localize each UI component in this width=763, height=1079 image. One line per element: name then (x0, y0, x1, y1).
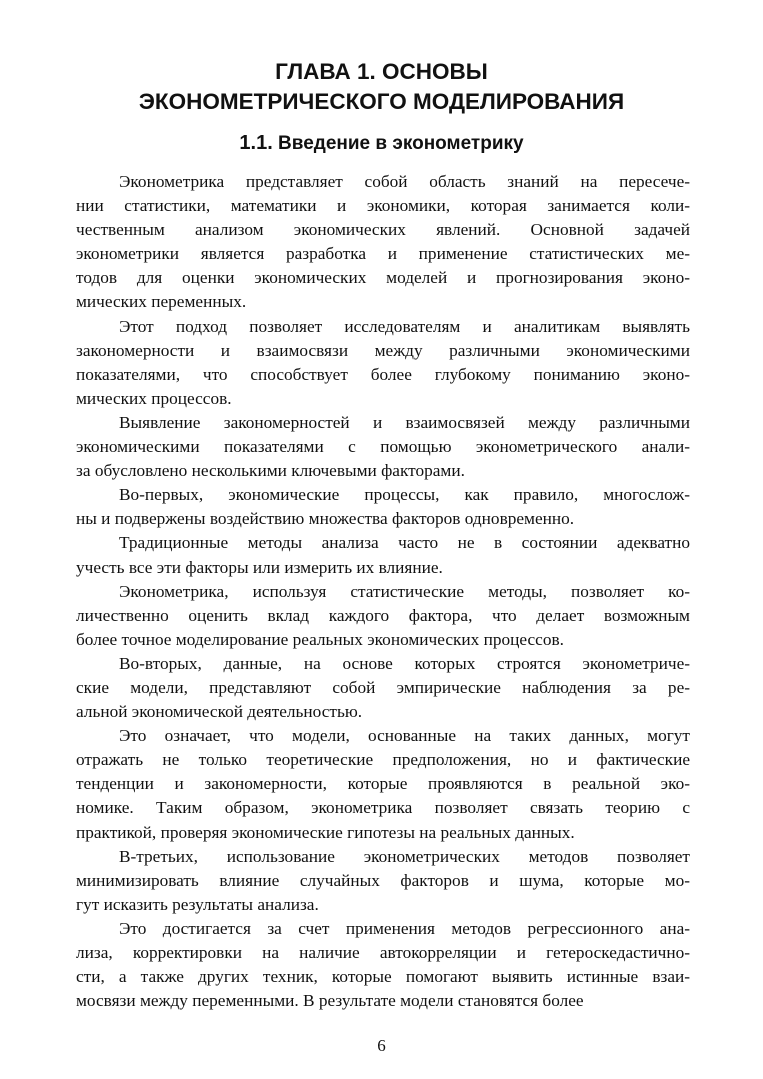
text-line: показателями, что способствует более глубокому пониманию эконо- (76, 364, 690, 384)
page-number: 6 (377, 1036, 386, 1055)
text-line: мических процессов. (76, 388, 232, 408)
text-line: ские модели, представляют собой эмпирические наблюдения за ре- (76, 677, 690, 697)
chapter-title-line-2: ЭКОНОМЕТРИЧЕСКОГО МОДЕЛИРОВАНИЯ (138, 89, 625, 114)
paragraph (76, 170, 690, 315)
body-text (76, 170, 690, 1013)
text-line: Этот подход позволяет исследователям и аналитикам выявлять (119, 316, 690, 336)
paragraph (76, 917, 690, 1013)
text-line: Во-первых, экономические процессы, как правило, многослож- (119, 485, 690, 505)
paragraph (76, 845, 690, 917)
text-line: Эконометрика, используя статистические методы, позволяет ко- (119, 581, 690, 601)
text-line: ны и подвержены воздействию множества факторов одновременно. (76, 509, 575, 529)
paragraph (76, 724, 690, 844)
text-line: Это означает, что модели, основанные на таких данных, могут (119, 726, 690, 746)
text-line: личественно оценить вклад каждого фактора, что делает возможным (76, 605, 690, 625)
text-line: закономерности и взаимосвязи между различными экономическими (76, 340, 690, 360)
text-line: более точное моделирование реальных экономических процессов. (76, 629, 564, 649)
text-line: за обусловлено несколькими ключевыми факторами. (76, 461, 465, 481)
text-line: практикой, проверяя экономические гипотезы на реальных данных. (76, 822, 575, 842)
section-title (60, 130, 703, 157)
text-line: отражать не только теоретические предположения, но и фактические (76, 750, 690, 770)
text-line: тодов для оценки экономических моделей и прогнозирования эконо- (76, 268, 690, 288)
text-line: тенденции и закономерности, которые проявляются в реальной эко- (76, 774, 690, 794)
text-line: учесть все эти факторы или измерить их влияние. (76, 557, 443, 577)
section-number: 1.1. (239, 132, 273, 154)
text-line: чественным анализом экономических явлений. Основной задачей (76, 220, 690, 240)
text-line: В-третьих, использование эконометрических методов позволяет (119, 846, 690, 866)
text-line: номике. Таким образом, эконометрика позволяет связать теорию с (76, 798, 690, 818)
text-line: минимизировать влияние случайных факторов и шума, которые мо- (76, 870, 690, 890)
text-line: Традиционные методы анализа часто не в состоянии адекватно (119, 533, 690, 553)
chapter-title (60, 57, 703, 117)
text-line: гут исказить результаты анализа. (76, 894, 319, 914)
paragraph (76, 411, 690, 483)
text-line: Выявление закономерностей и взаимосвязей между различными (119, 412, 690, 432)
text-line: альной экономической деятельностью. (76, 702, 363, 722)
paragraph (76, 531, 690, 579)
text-line: Это достигается за счет применения методов регрессионного ана- (119, 918, 690, 938)
text-line: эконометрики является разработка и применение статистических ме- (76, 244, 690, 264)
text-line: мосвязи между переменными. В результате модели становятся более (76, 991, 584, 1011)
paragraph (76, 315, 690, 411)
paragraph (76, 580, 690, 652)
section-heading: Введение в эконометрику (278, 133, 524, 154)
text-line: лиза, корректировки на наличие автокорреляции и гетероскедастично- (76, 943, 690, 962)
text-line: мических переменных. (76, 292, 247, 312)
text-line: экономическими показателями с помощью эконометрического анали- (76, 437, 690, 457)
text-line: нии статистики, математики и экономики, которая занимается коли- (76, 196, 690, 216)
paragraph (76, 652, 690, 724)
paragraph (76, 483, 690, 531)
text-line: сти, а также других техник, которые помогают выявить истинные взаи- (76, 967, 690, 987)
text-line: Эконометрика представляет собой область знаний на пересече- (119, 172, 690, 191)
chapter-title-line-1: ГЛАВА 1. ОСНОВЫ (275, 59, 488, 84)
text-line: Во-вторых, данные, на основе которых строятся эконометриче- (119, 653, 690, 673)
